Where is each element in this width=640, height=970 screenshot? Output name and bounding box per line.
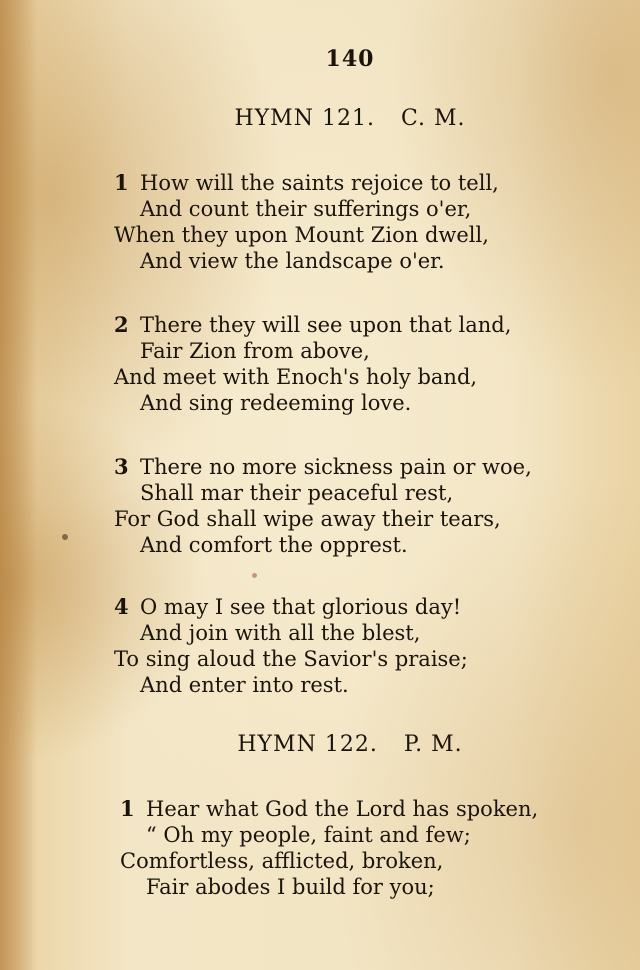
verse-line xyxy=(114,620,614,646)
hymn-121-heading xyxy=(0,106,640,131)
stanza-number: 1 xyxy=(114,170,129,195)
hymn-title: HYMN xyxy=(234,106,314,131)
verse-line xyxy=(120,796,620,822)
verse-line xyxy=(114,594,614,620)
verse-line xyxy=(114,364,614,390)
verse-text: How will the saints rejoice to tell, xyxy=(140,171,499,195)
verse-line xyxy=(114,390,614,416)
verse-line xyxy=(114,506,614,532)
hymn-122-heading xyxy=(0,732,640,757)
verse-text: And meet with Enoch's holy band, xyxy=(114,365,478,389)
verse-text: For God shall wipe away their tears, xyxy=(114,507,501,531)
verse-text: Fair abodes I build for you; xyxy=(146,875,435,899)
hymn-number: 122. xyxy=(324,732,378,757)
verse-text: And count their sufferings o'er, xyxy=(140,197,472,221)
page-number: 140 xyxy=(325,46,375,72)
stanza-number: 2 xyxy=(114,312,129,337)
verse-text: Hear what God the Lord has spoken, xyxy=(146,797,539,821)
hymn-number: 121. xyxy=(321,106,375,131)
verse-text: To sing aloud the Savior's praise; xyxy=(114,647,468,671)
verse-text: Fair Zion from above, xyxy=(140,339,370,363)
verse-line xyxy=(114,532,614,558)
stanza-number: 3 xyxy=(114,454,129,479)
verse-line xyxy=(114,480,614,506)
hymn-121-stanza-3 xyxy=(114,454,614,558)
verse-line xyxy=(114,338,614,364)
verse-text: And view the landscape o'er. xyxy=(140,249,445,273)
verse-text: There they will see upon that land, xyxy=(140,313,512,337)
page-stain xyxy=(0,0,36,970)
hymn-title: HYMN xyxy=(237,732,317,757)
verse-line xyxy=(114,196,614,222)
stanza-number: 1 xyxy=(120,796,135,821)
verse-line xyxy=(114,672,614,698)
hymn-121-stanza-1 xyxy=(114,170,614,274)
verse-text: When they upon Mount Zion dwell, xyxy=(114,223,489,247)
verse-text: And sing redeeming love. xyxy=(140,391,412,415)
verse-text: There no more sickness pain or woe, xyxy=(140,455,532,479)
verse-line xyxy=(120,822,620,848)
hymn-meter: P. M. xyxy=(403,732,463,757)
verse-text: Shall mar their peaceful rest, xyxy=(140,481,454,505)
verse-line xyxy=(114,646,614,672)
verse-line xyxy=(120,848,620,874)
ink-speck xyxy=(62,534,68,540)
verse-text: “ Oh my people, faint and few; xyxy=(146,823,471,847)
verse-line xyxy=(114,222,614,248)
stanza-number: 4 xyxy=(114,594,129,619)
hymn-121-stanza-4 xyxy=(114,594,614,698)
verse-line xyxy=(114,248,614,274)
hymn-121-stanza-2 xyxy=(114,312,614,416)
verse-line xyxy=(114,454,614,480)
ink-speck xyxy=(252,573,257,578)
hymn-122-stanza-1 xyxy=(120,796,620,900)
verse-text: And join with all the blest, xyxy=(140,621,421,645)
verse-text: O may I see that glorious day! xyxy=(140,595,462,619)
verse-text: And comfort the opprest. xyxy=(140,533,408,557)
verse-line xyxy=(114,312,614,338)
hymn-meter: C. M. xyxy=(400,106,466,131)
verse-line xyxy=(114,170,614,196)
verse-text: And enter into rest. xyxy=(140,673,349,697)
verse-line xyxy=(120,874,620,900)
verse-text: Comfortless, afflicted, broken, xyxy=(120,849,444,873)
